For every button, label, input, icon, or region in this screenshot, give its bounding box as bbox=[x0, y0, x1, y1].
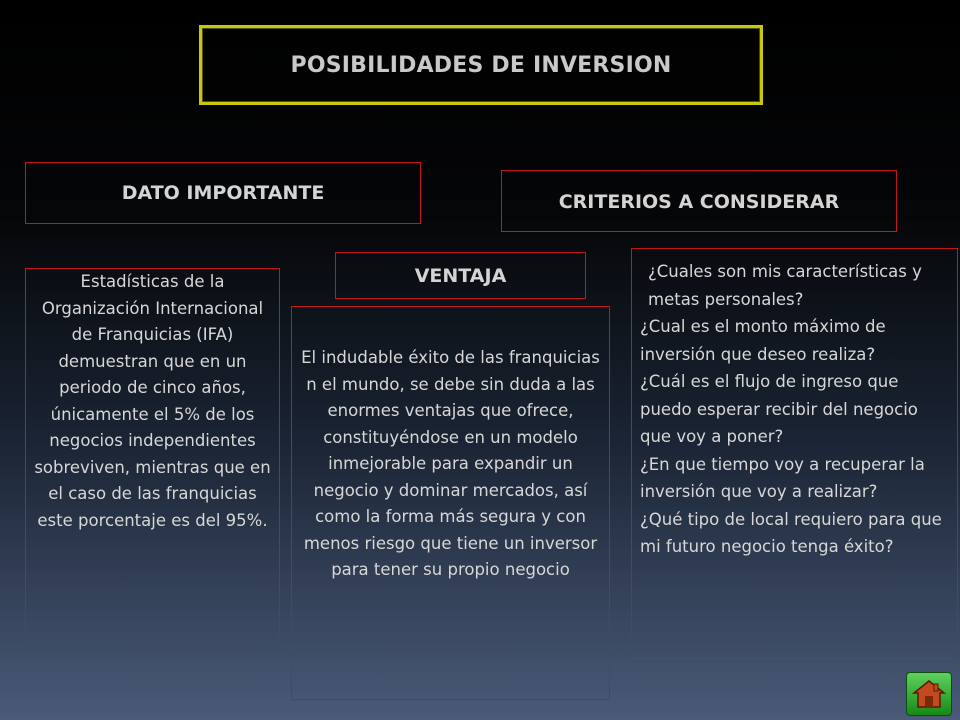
dato-importante-heading: DATO IMPORTANTE bbox=[121, 182, 325, 204]
ventaja-heading-box bbox=[335, 252, 586, 299]
criterios-question: ¿Qué tipo de local requiero para que mi futuro negocio tenga éxito? bbox=[640, 509, 942, 556]
home-icon bbox=[912, 679, 946, 709]
dato-importante-heading-box bbox=[25, 162, 421, 224]
page-title: POSIBILIDADES DE INVERSION bbox=[290, 52, 672, 78]
home-button[interactable] bbox=[906, 672, 952, 716]
title-box bbox=[199, 25, 763, 105]
dato-importante-text: Estadísticas de la Organización Internacional de Franquicias (IFA) demuestran que en un periodo de cinco años, únicamente el 5% de los negocios independientes sobreviven, mientras que en el caso de las franquicias este porcentaje es del 95%. bbox=[25, 268, 280, 642]
criterios-question: ¿Cuales son mis características y metas personales? bbox=[648, 262, 922, 309]
criterios-question-list bbox=[631, 248, 958, 662]
criterios-question: ¿En que tiempo voy a recuperar la inversión que voy a realizar? bbox=[640, 454, 925, 501]
criterios-heading-box bbox=[501, 170, 897, 232]
ventaja-text: El indudable éxito de las franquicias n el mundo, se debe sin duda a las enormes ventajas que ofrece, constituyéndose en un modelo inmejorable para expandir un negocio y dominar mercados, así como la forma más segura y con menos riesgo que tiene un inversor para tener su propio negocio bbox=[291, 306, 610, 700]
criterios-question: ¿Cual es el monto máximo de inversión que deseo realiza? bbox=[640, 317, 886, 364]
ventaja-heading: VENTAJA bbox=[414, 264, 507, 287]
criterios-heading: CRITERIOS A CONSIDERAR bbox=[558, 191, 840, 213]
criterios-question: ¿Cuál es el flujo de ingreso que puedo esperar recibir del negocio que voy a poner? bbox=[640, 372, 918, 446]
